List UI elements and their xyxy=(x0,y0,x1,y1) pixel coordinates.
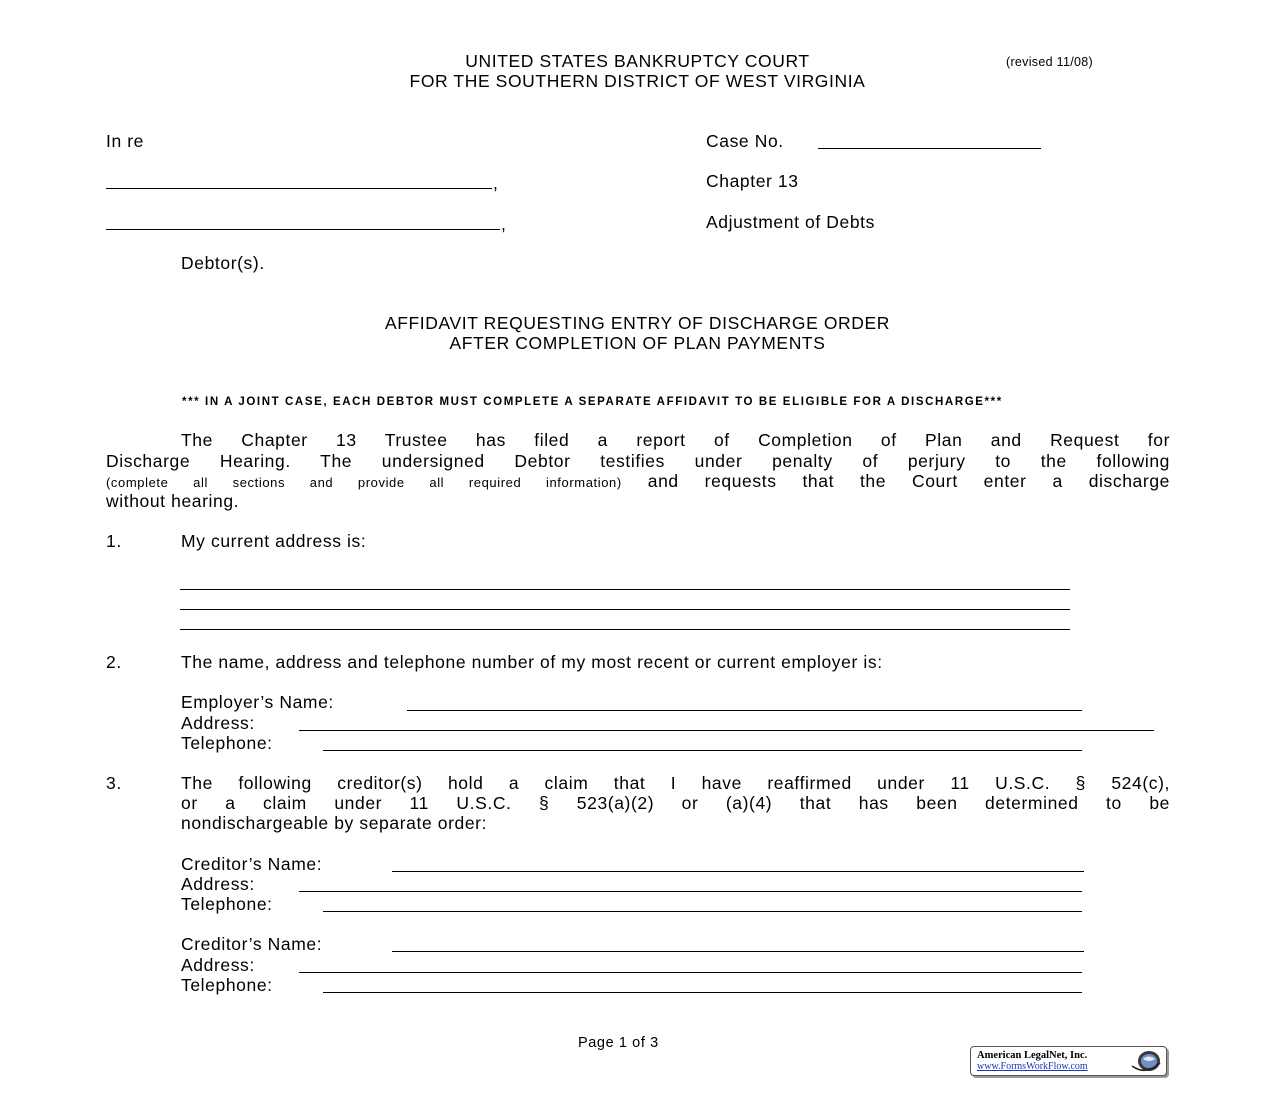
creditor-name-label: Creditor’s Name: xyxy=(181,934,323,954)
creditor-telephone-label: Telephone: xyxy=(181,975,273,995)
revision-note: (revised 11/08) xyxy=(1006,55,1093,69)
section-3-line-3: nondischargeable by separate order: xyxy=(181,813,488,833)
case-no-label: Case No. xyxy=(706,131,784,151)
section-3-number: 3. xyxy=(106,773,122,793)
case-no-field[interactable] xyxy=(818,148,1041,149)
creditor-2-address-field[interactable] xyxy=(299,972,1082,973)
section-3-line-1: The following creditor(s) hold a claim that I have reaffirmed under 11 U.S.C. § 524(c), xyxy=(181,773,1170,793)
document-title: AFFIDAVIT REQUESTING ENTRY OF DISCHARGE ORDER xyxy=(384,313,891,333)
publisher-badge[interactable] xyxy=(970,1046,1167,1076)
debtors-label: Debtor(s). xyxy=(181,253,265,273)
creditor-address-label: Address: xyxy=(181,874,255,894)
creditor-1-address-field[interactable] xyxy=(299,891,1082,892)
debtor-name-line-1[interactable] xyxy=(106,188,492,189)
address-line-2[interactable] xyxy=(180,609,1070,610)
address-line-3[interactable] xyxy=(180,629,1070,630)
intro-line-2: Discharge Hearing. The undersigned Debtor testifies under penalty of perjury to the following xyxy=(106,451,1170,471)
document-subtitle: AFTER COMPLETION OF PLAN PAYMENTS xyxy=(449,333,826,353)
creditor-address-label: Address: xyxy=(181,955,255,975)
creditor-telephone-label: Telephone: xyxy=(181,894,273,914)
section-2-text: The name, address and telephone number of my most recent or current employer is: xyxy=(181,652,883,672)
adjustment-label: Adjustment of Debts xyxy=(706,212,875,232)
intro-line-3 xyxy=(106,471,1170,493)
intro-instruction: (complete all sections and provide all required information) xyxy=(106,475,622,490)
chapter-label: Chapter 13 xyxy=(706,171,799,191)
creditor-name-label: Creditor’s Name: xyxy=(181,854,323,874)
in-re-label: In re xyxy=(106,131,145,151)
comma: , xyxy=(493,173,499,193)
employer-address-label: Address: xyxy=(181,713,255,733)
publisher-name: American LegalNet, Inc. xyxy=(977,1050,1088,1061)
section-1-text: My current address is: xyxy=(181,531,367,551)
section-2-number: 2. xyxy=(106,652,122,672)
creditor-2-name-field[interactable] xyxy=(392,951,1084,952)
creditor-1-telephone-field[interactable] xyxy=(323,911,1082,912)
intro-line-1: The Chapter 13 Trustee has filed a report of Completion of Plan and Request for xyxy=(181,430,1170,450)
court-district: FOR THE SOUTHERN DISTRICT OF WEST VIRGINIA xyxy=(409,71,866,91)
globe-logo-icon xyxy=(1129,1049,1163,1073)
comma: , xyxy=(501,214,507,234)
page-number: Page 1 of 3 xyxy=(578,1035,659,1051)
section-1-number: 1. xyxy=(106,531,122,551)
creditor-1-name-field[interactable] xyxy=(392,871,1084,872)
address-line-1[interactable] xyxy=(180,589,1070,590)
section-3-line-2: or a claim under 11 U.S.C. § 523(a)(2) or (a)(4) that has been determined to be xyxy=(181,793,1170,813)
employer-telephone-label: Telephone: xyxy=(181,733,273,753)
publisher-url[interactable]: www.FormsWorkFlow.com xyxy=(977,1061,1088,1072)
debtor-name-line-2[interactable] xyxy=(106,229,500,230)
employer-name-field[interactable] xyxy=(407,710,1082,711)
creditor-2-telephone-field[interactable] xyxy=(323,992,1082,993)
employer-telephone-field[interactable] xyxy=(323,750,1082,751)
court-name: UNITED STATES BANKRUPTCY COURT xyxy=(465,51,810,71)
intro-line-4: without hearing. xyxy=(106,491,240,511)
joint-case-notice: *** IN A JOINT CASE, EACH DEBTOR MUST COMPLETE A SEPARATE AFFIDAVIT TO BE ELIGIBLE FOR A DISCHARGE*** xyxy=(182,396,1003,408)
employer-name-label: Employer’s Name: xyxy=(181,692,334,712)
intro-request: and requests that the Court enter a discharge xyxy=(647,471,1170,491)
employer-address-field[interactable] xyxy=(299,730,1154,731)
